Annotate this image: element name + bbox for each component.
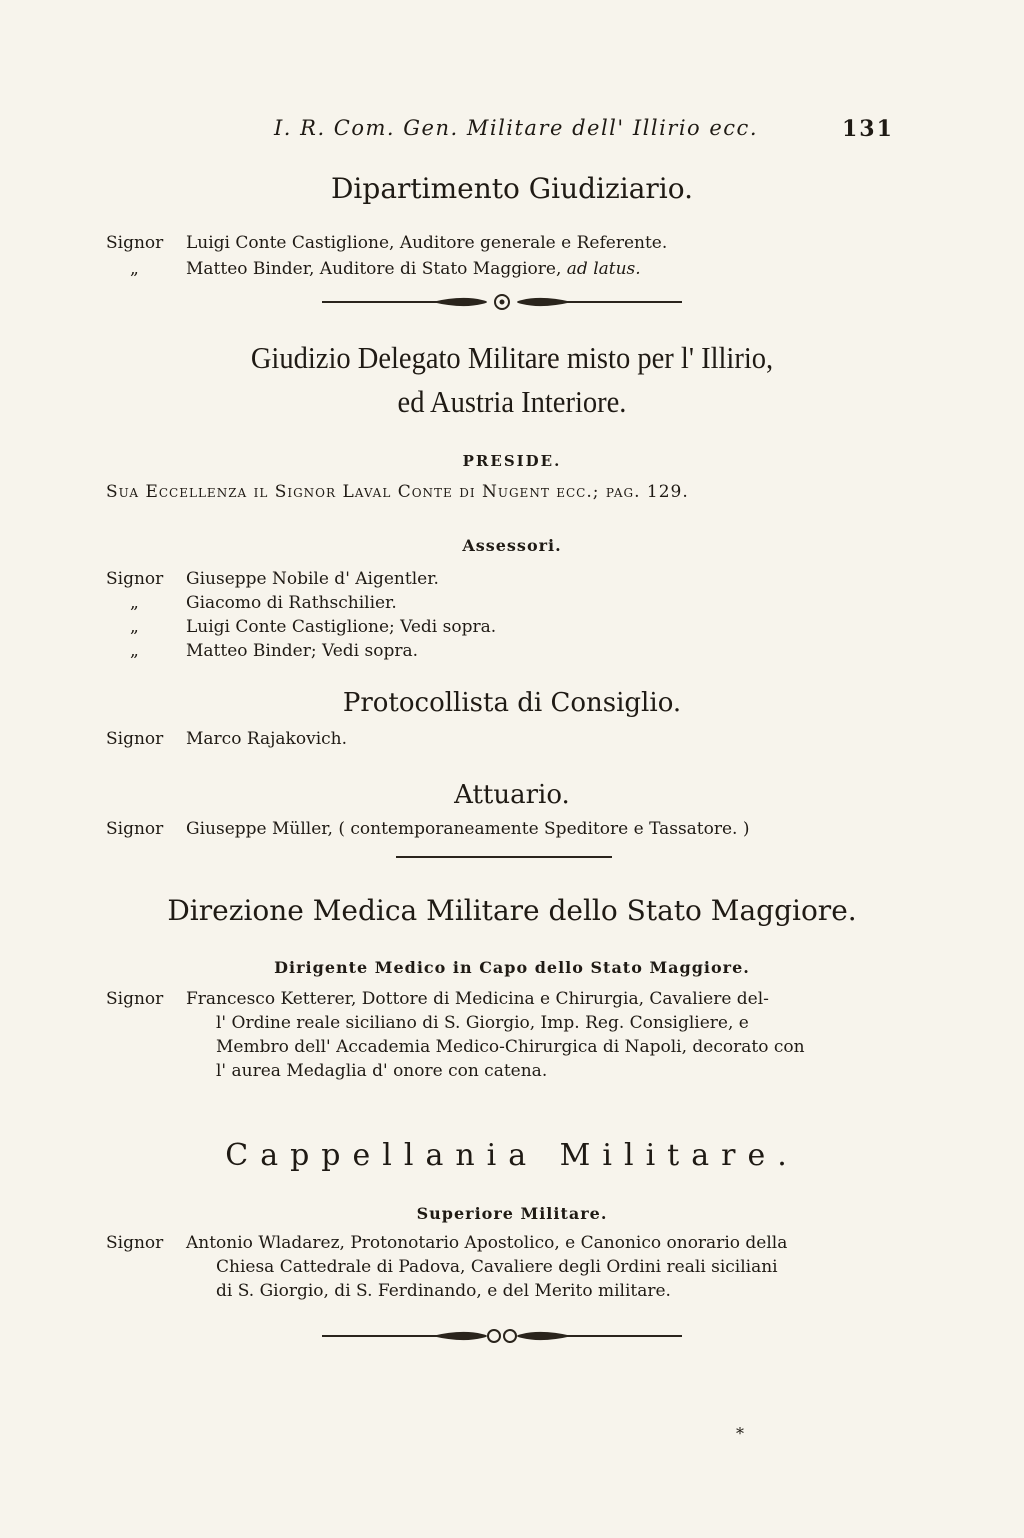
ditto-mark: „ xyxy=(130,259,139,279)
cappellania-subheading: Superiore Militare. xyxy=(416,1204,608,1223)
entry-text: Luigi Conte Castiglione, Auditore generale e Referente. xyxy=(186,233,668,253)
running-title: I. R. Com. Gen. Militare dell' Illirio ecc. xyxy=(273,116,758,140)
section-title-direzione: Direzione Medica Militare dello Stato Maggiore. xyxy=(167,894,857,927)
book-page: I. R. Com. Gen. Militare dell' Illirio ecc. 131 Dipartimento Giudiziario. Signor Luigi Conte Castiglione, Auditore generale e Referente. „ Matteo Binder, Auditore di Stato Maggiore, ad latus. Giudizio Delegato Militare misto per l' Illirio, ed Austria Interiore. PRESIDE. Sua Eccellenza il Signor Laval Conte di Nugent ecc.; pag. 129. Assessori. Signor Giuseppe Nobile d' Aigentler. „ Giacomo di Rathschilier. „ Luigi Conte Castiglione; Vedi sopra. „ Matteo Binder; Vedi sopra. Protocollista di Consiglio. Signor Marco Rajakovich. Attuario. Signor Giuseppe Müller, ( contemporaneamente Speditore e Tassatore. ) Direzione Medica Militare dello Stato Maggiore. Dirigente Medico in Capo dello Stato Maggiore. Signor Francesco Ketterer, Dottore di Medicina e Chirurgia, Cavaliere del- l' Ordine reale siciliano di S. Giorgio, Imp. Reg. Consigliere, e Membro dell' Accademia Medico-Chirurgica di Napoli, decorato con l' aurea Medaglia d' onore con catena. Cappellania Militare. Superiore Militare. Signor Antonio Wladarez, Protonotario Apostolico, e Canonico onorario della Chiesa Cattedrale di Padova, Cavaliere degli Ordini reali siciliani di S. Giorgio, di S. Ferdinando, e del Merito militare. * xyxy=(0,0,1024,1538)
section-title-giudizio-line-2: ed Austria Interiore. xyxy=(397,384,627,419)
entry-text: Matteo Binder, Auditore di Stato Maggiore, ad latus. xyxy=(186,259,641,279)
section-title-protocollista: Protocollista di Consiglio. xyxy=(342,688,682,718)
ornamental-divider xyxy=(322,292,682,312)
section-title-dipartimento: Dipartimento Giudiziario. xyxy=(330,172,694,205)
section-title-attuario: Attuario. xyxy=(454,780,570,810)
section-title-giudizio-line-1: Giudizio Delegato Militare misto per l' Illirio, xyxy=(250,340,774,375)
ornamental-divider xyxy=(322,1326,682,1346)
direzione-subheading: Dirigente Medico in Capo dello Stato Maggiore. xyxy=(274,958,750,977)
preside-entry: Sua Eccellenza il Signor Laval Conte di Nugent ecc.; pag. 129. xyxy=(106,482,689,502)
section-title-cappellania: Cappellania Militare. xyxy=(225,1138,799,1173)
preside-heading: PRESIDE. xyxy=(462,452,562,470)
page-number: 131 xyxy=(842,116,894,142)
divider-rule xyxy=(396,856,612,858)
signor-label: Signor xyxy=(106,233,164,253)
signature-mark: * xyxy=(736,1424,744,1443)
assessori-heading: Assessori. xyxy=(462,536,562,555)
